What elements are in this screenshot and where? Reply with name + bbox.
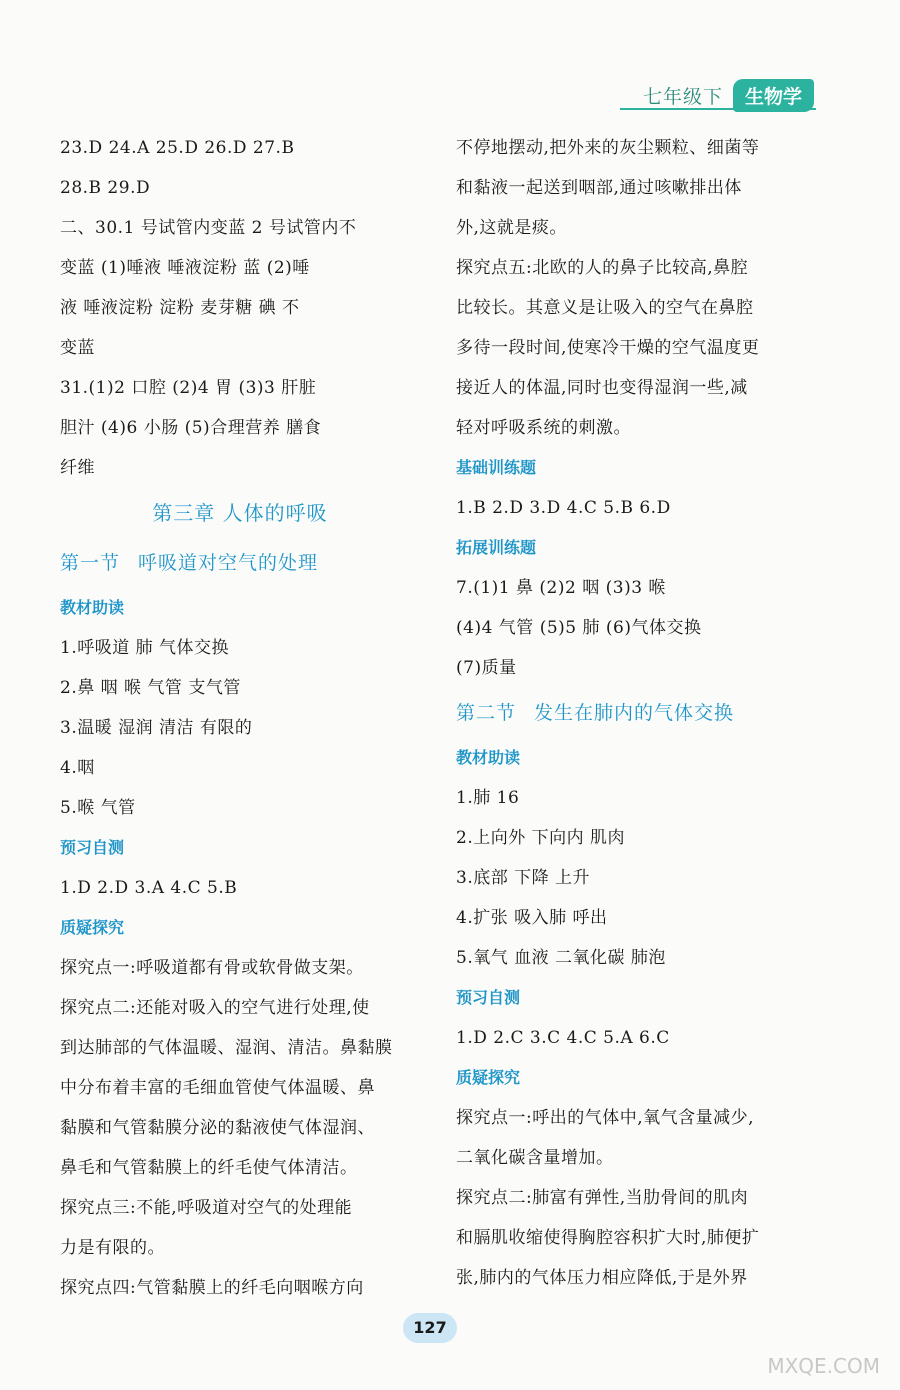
grade-label: 七年级下 [642,85,723,108]
subject-badge: 生物学 [733,79,814,112]
text-line: 2.鼻 咽 喉 气管 支气管 [60,678,241,698]
text-line: 二、30.1 号试管内变蓝 2 号试管内不 [60,218,357,238]
text-line: 4.扩张 吸入肺 呼出 [456,908,608,928]
text-line: 1.呼吸道 肺 气体交换 [60,638,230,658]
subheading: 质疑探究 [456,1068,521,1087]
text-line: 3.温暖 湿润 清洁 有限的 [60,718,253,738]
text-line: 和黏液一起送到咽部,通过咳嗽排出体 [456,178,742,198]
text-line: 胆汁 (4)6 小肠 (5)合理营养 膳食 [60,418,322,438]
subheading: 基础训练题 [456,458,537,477]
text-line: 张,肺内的气体压力相应降低,于是外界 [456,1268,748,1288]
text-line: 不停地摆动,把外来的灰尘颗粒、细菌等 [456,138,760,158]
text-line: 探究点二:还能对吸入的空气进行处理,使 [60,998,370,1018]
text-line: 纤维 [60,458,95,478]
text-line: 3.底部 下降 上升 [456,868,591,888]
section-heading [456,688,816,738]
text-line: 力是有限的。 [60,1238,165,1258]
text-line: 探究点二:肺富有弹性,当肋骨间的肌肉 [456,1188,749,1208]
text-line: 31.(1)2 口腔 (2)4 胃 (3)3 肝脏 [60,378,317,398]
chapter-title: 第三章 人体的呼吸 [152,501,328,525]
right-column [456,128,816,1298]
section-title: 发生在肺内的气体交换 [534,702,735,724]
text-line: 2.上向外 下向内 肌肉 [456,828,626,848]
text-line: 轻对呼吸系统的刺激。 [456,418,631,438]
subheading: 预习自测 [456,988,521,1007]
text-line: (4)4 气管 (5)5 肺 (6)气体交换 [456,618,702,638]
page-number: 127 [403,1313,457,1343]
text-line: 5.喉 气管 [60,798,136,818]
text-line: 7.(1)1 鼻 (2)2 咽 (3)3 喉 [456,578,666,598]
text-line: (7)质量 [456,658,517,678]
subheading: 拓展训练题 [456,538,537,557]
section-heading [60,538,420,588]
text-line: 变蓝 [60,338,95,358]
subheading: 教材助读 [60,598,125,617]
watermark: MXQE.COM [767,1354,880,1378]
text-line: 到达肺部的气体温暖、湿润、清洁。鼻黏膜 [60,1038,393,1058]
text-line: 变蓝 (1)唾液 唾液淀粉 蓝 (2)唾 [60,258,310,278]
text-line: 探究点三:不能,呼吸道对空气的处理能 [60,1198,353,1218]
text-line: 中分布着丰富的毛细血管使气体温暖、鼻 [60,1078,375,1098]
text-line: 鼻毛和气管黏膜上的纤毛使气体清洁。 [60,1158,358,1178]
text-line: 和膈肌收缩使得胸腔容积扩大时,肺便扩 [456,1228,760,1248]
header-underline [620,108,816,110]
text-line: 探究点一:呼吸道都有骨或软骨做支架。 [60,958,364,978]
text-line: 4.咽 [60,758,95,778]
text-line: 1.肺 16 [456,788,520,808]
text-line: 外,这就是痰。 [456,218,567,238]
text-line: 接近人的体温,同时也变得湿润一些,减 [456,378,748,398]
section-title: 呼吸道对空气的处理 [138,552,319,574]
text-line: 28.B 29.D [60,178,151,198]
text-line: 液 唾液淀粉 淀粉 麦芽糖 碘 不 [60,298,300,318]
text-line: 多待一段时间,使寒冷干燥的空气温度更 [456,338,760,358]
text-line: 5.氧气 血液 二氧化碳 肺泡 [456,948,666,968]
text-line: 探究点五:北欧的人的鼻子比较高,鼻腔 [456,258,749,278]
text-line: 探究点四:气管黏膜上的纤毛向咽喉方向 [60,1278,364,1298]
text-line: 比较长。其意义是让吸入的空气在鼻腔 [456,298,754,318]
subheading: 教材助读 [456,748,521,767]
text-line: 1.D 2.C 3.C 4.C 5.A 6.C [456,1028,670,1048]
section-label: 第一节 [60,552,121,574]
text-line: 黏膜和气管黏膜分泌的黏液使气体湿润、 [60,1118,375,1138]
subheading: 预习自测 [60,838,125,857]
page-header [643,78,814,112]
left-column [60,128,420,1308]
subheading: 质疑探究 [60,918,125,937]
text-line: 1.D 2.D 3.A 4.C 5.B [60,878,238,898]
text-line: 23.D 24.A 25.D 26.D 27.B [60,138,295,158]
text-line: 1.B 2.D 3.D 4.C 5.B 6.D [456,498,671,518]
text-line: 二氧化碳含量增加。 [456,1148,614,1168]
text-line: 探究点一:呼出的气体中,氧气含量减少, [456,1108,755,1128]
section-label: 第二节 [456,702,517,724]
